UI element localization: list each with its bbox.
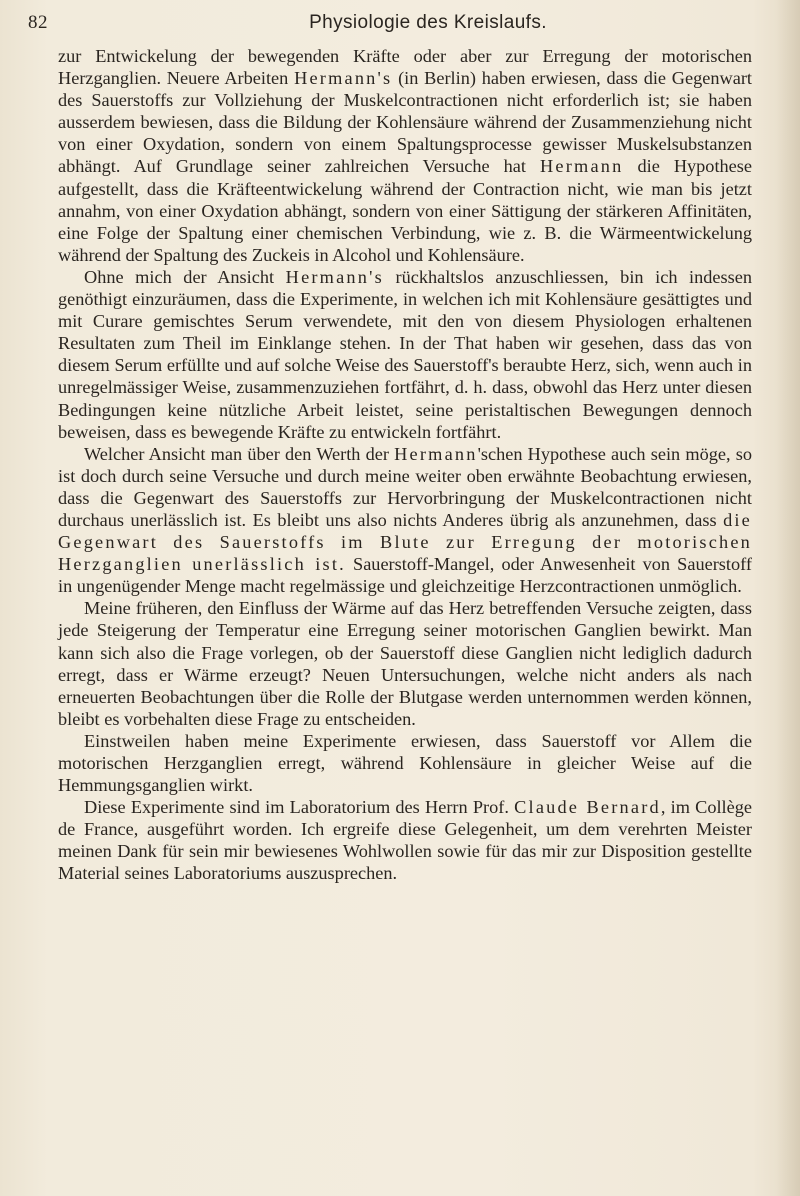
- running-title: Physiologie des Kreislaufs.: [309, 12, 547, 33]
- text-run: Meine früheren, den Einfluss der Wärme auf das Herz betreffenden Versuche zeigten, dass jede Steigerung der Temperatur eine Erregung seiner motorischen Ganglien bewirkt. Man kann sich also die Frage vorlegen, ob der Sauerstoff diese Ganglien nicht lediglich dadurch erregt, dass er Wärme erzeugt? Neuen Untersuchungen, welche nicht anders als nach erneuerten Beobachtungen über die Rolle der Blutgase werden unternommen werden können, bleibt es vorbehalten diese Frage zu entscheiden.: [58, 598, 752, 729]
- text-run: Welcher Ansicht man über den Werth der: [84, 443, 395, 464]
- paragraph-5: [58, 730, 752, 796]
- text-run: Einstweilen haben meine Experimente erwiesen, dass Sauerstoff vor Allem die motorischen Herzganglien erregt, während Kohlensäure in gleicher Weise auf die Hemmungsganglien wirkt.: [58, 730, 752, 796]
- paragraph-2: [58, 266, 752, 443]
- paragraph-6: [58, 796, 752, 884]
- emphasized-text: Hermann's: [285, 266, 384, 287]
- paragraph-1: [58, 45, 752, 266]
- text-run: die Hypothese aufgestellt, dass die Kräfteentwickelung während der Contraction nicht, wie man bis jetzt annahm, von einer Oxydation abhängt, sondern von einer Sättigung der stärkeren Affinitäten, eine Folge der Spaltung einer chemischen Verbindung, wie z. B. die Wärmeentwickelung während der Spaltung des Zuckeis in Alcohol und Kohlensäure.: [58, 156, 753, 265]
- text-run: Sauerstoff-Mangel, oder Anwesenheit von Sauerstoff in ungenügender Menge macht regelmässige und gleichzeitige Herzcontractionen unmöglich.: [58, 554, 752, 597]
- body-text: [58, 45, 752, 885]
- text-run: 'schen Hypothese auch sein möge, so ist doch durch seine Versuche und durch meine weiter oben erwähnte Beobachtung erwiesen, dass die Gegenwart des Sauerstoffs zur Hervorbringung der Muskelcontractionen nicht durchaus unerlässlich ist. Es bleibt uns also nichts Anderes übrig als anzunehmen, dass: [58, 443, 752, 530]
- emphasized-text: Hermann: [540, 156, 624, 177]
- paragraph-3: [58, 443, 752, 598]
- emphasized-text: Hermann: [394, 443, 478, 464]
- text-run: , im Collège de France, ausgeführt worden. Ich ergreife diese Gelegenheit, um dem verehrten Meister meinen Dank für sein mir bewiesenes Wohlwollen sowie für das mir zur Disposition gestellte Material seines Laboratoriums auszusprechen.: [58, 797, 753, 884]
- emphasized-text: die Gegenwart des Sauerstoffs im Blute zur Erregung der motorischen Herzganglien unerlässlich ist.: [58, 509, 752, 575]
- text-run: (in Berlin) haben erwiesen, dass die Gegenwart des Sauerstoffs zur Vollziehung der Muskelcontractionen nicht erforderlich ist; sie haben ausserdem bewiesen, dass die Bildung der Kohlensäure während der Zusammenziehung nicht von einer Oxydation, sondern von einem Spaltungsprocesse gewisser Muskelsubstanzen abhängt. Auf Grundlage seiner zahlreichen Versuche hat: [58, 68, 752, 177]
- text-run: rückhaltslos anzuschliessen, bin ich indessen genöthigt einzuräumen, dass die Experimente, in welchen ich mit Kohlensäure gesättigtes und mit Curare gemischtes Serum verwendete, mit den von diesem Physiologen erhaltenen Resultaten zum Theil im Einklange stehen. In der That haben wir gesehen, dass das von diesem Serum erfüllte und auf solche Weise des Sauerstoff's beraubte Herz, sich, wenn auch in unregelmässiger Weise, zusammenzuziehen fortfährt, d. h. dass, obwohl das Herz unter diesen Bedingungen keine nützliche Arbeit leistet, seine peristaltischen Bewegungen dennoch beweisen, dass es bewegende Kräfte zu entwickeln fortfährt.: [58, 266, 752, 442]
- paragraph-4: [58, 597, 752, 730]
- page-number: 82: [28, 12, 48, 33]
- text-run: Ohne mich der Ansicht: [84, 266, 286, 287]
- page-edge-shadow: [776, 0, 800, 1196]
- emphasized-text: Hermann's: [294, 68, 393, 89]
- text-run: zur Entwickelung der bewegenden Kräfte oder aber zur Erregung der motorischen Herzganglien. Neuere Arbeiten: [58, 46, 752, 89]
- text-run: Diese Experimente sind im Laboratorium des Herrn Prof.: [84, 797, 515, 818]
- page-header: [28, 12, 728, 42]
- emphasized-text: Claude Bernard: [514, 797, 661, 818]
